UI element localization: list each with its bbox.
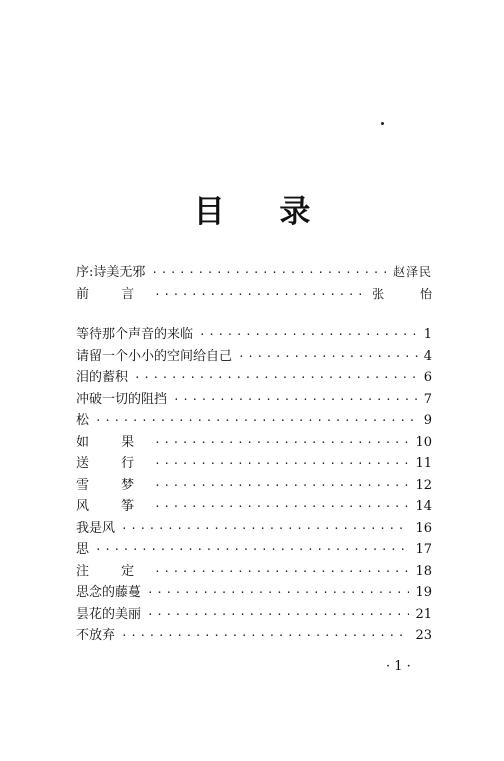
toc-label: 泪的蓄积 <box>76 370 129 385</box>
toc-page-number: 21 <box>415 606 432 622</box>
toc-author: 张 怡 <box>372 286 448 301</box>
toc-row <box>76 496 432 518</box>
toc-label: 如 果 <box>76 434 149 450</box>
toc-row <box>76 625 432 647</box>
toc-page-number: 18 <box>415 563 432 579</box>
toc-label: 注 定 <box>76 563 149 579</box>
leader-dots <box>173 389 418 411</box>
leader-dots <box>199 324 418 346</box>
toc-label: 冲破一切的阻挡 <box>76 391 168 407</box>
contents-list <box>76 324 432 647</box>
toc-page-number: 9 <box>423 413 432 428</box>
toc-row <box>76 346 432 368</box>
toc-page-number: 1 <box>423 327 432 342</box>
toc-label: 思 <box>76 542 90 557</box>
leader-dots <box>134 367 418 389</box>
page-number: · 1 · <box>386 659 411 674</box>
toc-row <box>76 453 432 475</box>
toc-row <box>76 582 432 604</box>
toc-page-number: 19 <box>415 585 432 600</box>
toc-row <box>76 518 432 540</box>
page-title: 目 录 <box>193 194 333 230</box>
toc-label: 序:诗美无邪 <box>76 265 146 280</box>
toc-row <box>76 432 432 454</box>
toc-label: 不放弃 <box>76 628 116 643</box>
leader-dots <box>154 453 409 475</box>
toc-row-preface <box>76 262 432 284</box>
toc-label: 松 <box>76 413 90 428</box>
toc-row <box>76 367 432 389</box>
toc-label: 我是风 <box>76 520 116 536</box>
toc-row <box>76 539 432 561</box>
toc-label: 等待那个声音的来临 <box>76 327 194 342</box>
toc-page-number: 10 <box>415 434 432 450</box>
ink-speck <box>381 122 384 125</box>
leader-dots <box>154 432 409 454</box>
toc-page-number: 17 <box>415 542 432 557</box>
leader-dots <box>154 284 366 306</box>
toc-page-number: 12 <box>415 477 432 493</box>
toc-row <box>76 561 432 583</box>
leader-dots <box>147 582 409 604</box>
toc-page-number: 7 <box>423 391 432 407</box>
toc-page-number: 6 <box>423 370 432 385</box>
toc-page-number: 23 <box>415 628 432 643</box>
toc-page-number: 16 <box>415 520 432 536</box>
leader-dots <box>95 410 418 432</box>
toc-label: 请留一个小小的空间给自己 <box>76 348 233 364</box>
toc-label: 雪 梦 <box>76 477 149 493</box>
toc-row-foreword <box>76 284 448 306</box>
toc-label: 风 筝 <box>76 499 149 514</box>
toc-page-number: 11 <box>415 456 432 471</box>
toc-row <box>76 604 432 626</box>
toc-label: 昙花的美丽 <box>76 606 142 622</box>
toc-label: 前 言 <box>76 286 149 302</box>
leader-dots <box>154 475 409 497</box>
leader-dots <box>238 346 418 368</box>
toc-row <box>76 324 432 346</box>
leader-dots <box>154 561 409 583</box>
toc-label: 思念的藤蔓 <box>76 585 142 600</box>
leader-dots <box>95 539 409 561</box>
front-matter-list <box>76 262 448 305</box>
leader-dots <box>151 262 387 284</box>
toc-label: 送 行 <box>76 456 149 471</box>
toc-row <box>76 475 432 497</box>
toc-row <box>76 410 432 432</box>
toc-page-number: 14 <box>415 499 432 514</box>
leader-dots <box>147 604 409 626</box>
toc-row <box>76 389 432 411</box>
leader-dots <box>121 625 409 647</box>
toc-author: 赵泽民 <box>392 265 432 279</box>
leader-dots <box>121 518 409 540</box>
leader-dots <box>154 496 409 518</box>
toc-page-number: 4 <box>423 348 432 364</box>
